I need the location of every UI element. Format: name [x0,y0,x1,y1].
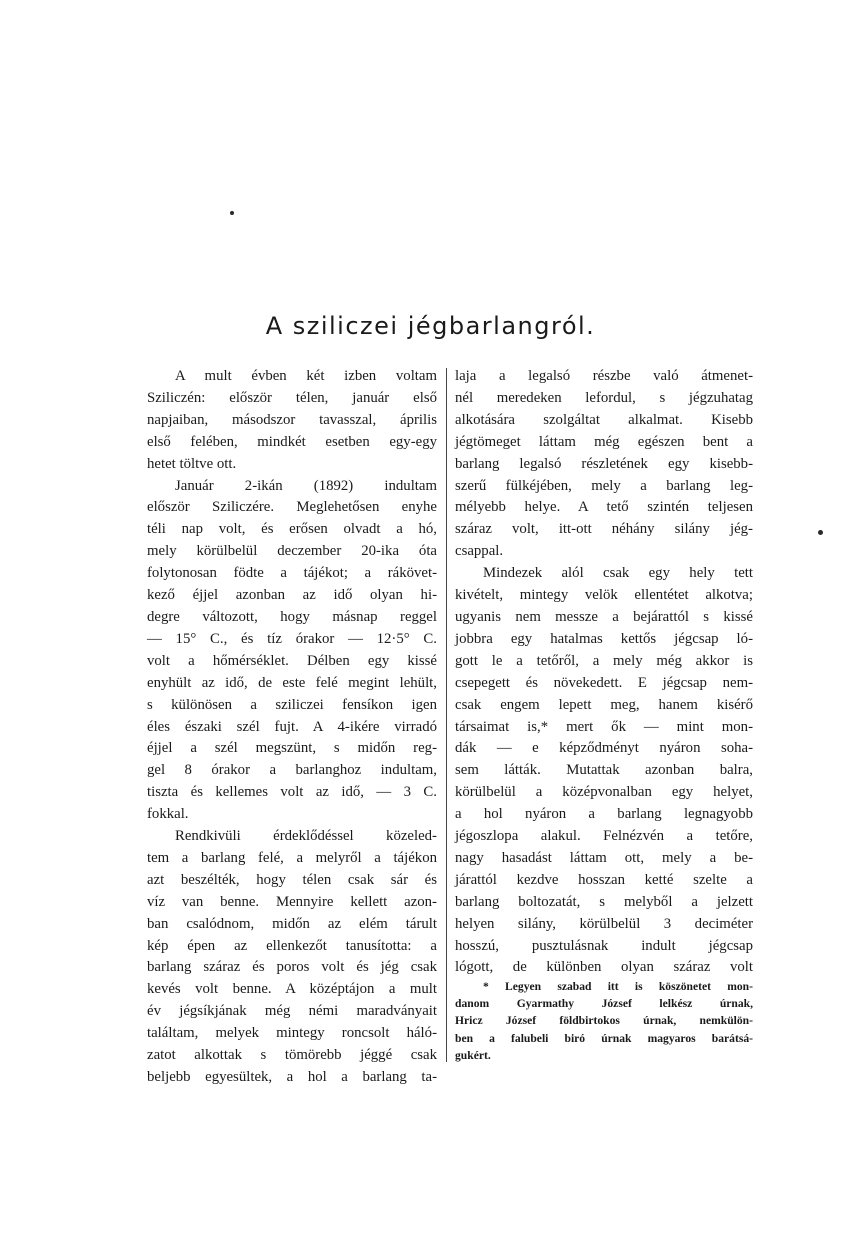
text-line: hosszú, pusztulásnak indult jégcsap [455,937,753,954]
text-line: tem a barlang felé, a melyről a tájékon [147,849,437,866]
text-line: csepegett és növekedett. E jégcsap nem- [455,674,753,691]
text-line: A mult évben két izben voltam [175,368,437,384]
text-line: laja a legalsó részbe való átmenet- [455,368,753,384]
text-line: száraz volt, itt-ott néhány silány jég- [455,521,753,538]
text-line: körülbelül a középvonalban egy helyet, [455,784,753,801]
text-line: téli nap volt, és erősen olvadt a hó, [147,521,437,538]
text-line: a hol nyáron a barlang legnagyobb [455,806,753,823]
text-line: nagy hasadást láttam ott, mely a be- [455,849,753,866]
text-line: hetet töltve ott. [147,455,237,472]
text-line: éjjel a szél megszünt, s midőn reg- [147,740,437,757]
text-line: kevés volt benne. A középtájon a mult [147,981,437,998]
text-line: víz van benne. Mennyire kellett azon- [147,893,437,910]
text-line: beljebb egyesültek, a hol a barlang ta- [147,1069,437,1085]
text-line: volt a hőmérséklet. Délben egy kissé [147,652,437,669]
footnote-line: gukért. [455,1048,491,1062]
text-line: szerű fülkéjében, mely a barlang leg- [455,477,753,494]
text-line: s különösen a sziliczei fensíkon igen [147,696,437,713]
text-line: kező éjjel azonban az idő olyan hi- [147,587,437,604]
column-divider [446,368,447,1062]
text-line: év jégsíkjának még némi maradványait [147,1003,437,1020]
text-line: azt beszélték, hogy télen csak sár és [147,871,437,888]
text-line: jégoszlopa alakul. Felnézvén a tetőre, [455,828,753,845]
text-line: gel 8 órakor a barlanghoz indultam, [147,762,437,779]
stray-mark-right [818,530,823,535]
left-column [147,366,437,1089]
text-line: — 15° C., és tíz órakor — 12·5° C. [147,630,437,647]
text-line: kép épen az ellenkezőt tanusította: a [147,937,437,954]
paragraph [147,826,437,1089]
text-line: ugyanis nem messze a bejárattól s kissé [455,608,753,625]
text-line: degre változott, hogy másnap reggel [147,608,437,625]
paragraph [147,476,437,827]
text-line: nél meredeken lefordul, s jégzuhatag [455,389,753,406]
text-line: helyen silány, körülbelül 3 deciméter [455,915,753,932]
text-line: gott le a tetőről, a mely még akkor is [455,652,753,669]
text-line: Rendkivüli érdeklődéssel közeled- [175,828,437,845]
text-line: jégtömeget láttam még egészen bent a [455,433,753,450]
text-line: társaimat is,* mert ők — mint mon- [455,718,753,735]
text-line: folytonosan födte a tájékot; a rákövet- [147,565,437,582]
text-line: kivételt, mintegy velök ellentétet alkotva; [455,587,753,604]
right-column [455,366,753,979]
page-title: A sziliczei jégbarlangról. [265,312,596,341]
text-line: barlang boltozatát, s melyből a jelzett [455,893,753,910]
paragraph [455,563,753,979]
footnote-line: * Legyen szabad itt is köszönetet mon- [483,980,753,993]
footnote [455,978,753,1064]
text-line: találtam, melyek mintegy roncsolt háló- [147,1025,437,1042]
text-line: éles északi szél fujt. A 4-ikére virradó [147,718,437,735]
text-line: zatot alkottak s tömörebb jéggé csak [147,1047,437,1064]
text-line: csappal. [455,543,504,560]
text-line: sem látták. Mutattak azonban balra, [455,762,753,779]
paragraph [455,366,753,563]
text-line: csak engem lepett meg, hanem kisérő [455,696,753,713]
text-line: dák — e képződményt nyáron soha- [455,740,753,757]
text-line: barlang száraz és poros volt és jég csak [147,959,437,976]
text-line: Mindezek alól csak egy hely tett [483,565,753,582]
text-line: járattól kezdve hosszan ketté szelte a [455,871,753,888]
text-line: először Sziliczére. Meglehetősen enyhe [147,499,437,516]
text-line: Sziliczén: először télen, január első [147,389,437,406]
text-line: mely körülbelül deczember 20-ika óta [147,543,437,560]
text-line: első felében, mindkét esetben egy-egy [147,433,437,450]
footnote-line: danom Gyarmathy József lelkész úrnak, [455,997,753,1011]
text-line: fokkal. [147,806,189,823]
stray-mark-top [230,211,234,215]
text-line: napjaiban, másodszor tavasszal, április [147,411,437,428]
text-line: jobbra egy hatalmas kettős jégcsap ló- [455,630,753,647]
paragraph [147,366,437,476]
text-line: enyhült az idő, de este felé megint lehült, [147,674,437,691]
text-line: Január 2-ikán (1892) indultam [175,477,437,494]
text-line: ban csalódnom, midőn az elém tárult [147,915,437,932]
footnote-line: Hricz József földbirtokos úrnak, nemkülön- [455,1014,753,1028]
text-line: mélyebb helye. A tető szintén teljesen [455,499,753,516]
text-line: lógott, de különben olyan száraz volt [455,959,753,976]
text-line: alkotására szolgáltat alkalmat. Kisebb [455,411,753,428]
footnote-line: ben a falubeli biró úrnak magyaros barátsá- [455,1031,753,1045]
text-line: tiszta és kellemes volt az idő, — 3 C. [147,784,437,801]
text-line: barlang legalsó részletének egy kisebb- [455,455,753,472]
